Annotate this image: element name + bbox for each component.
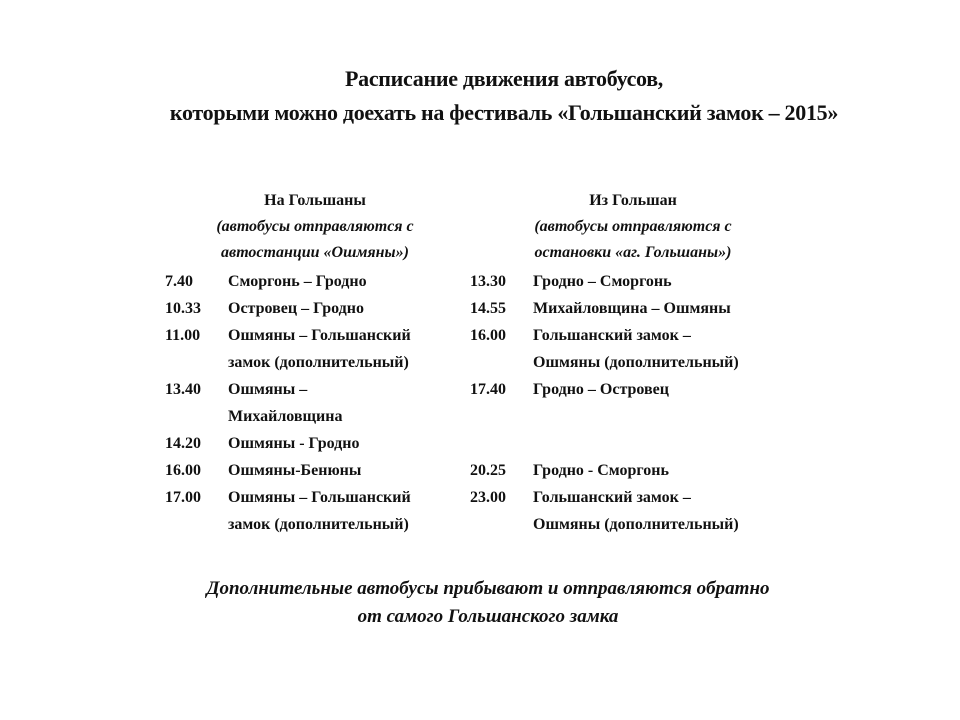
departure-time: 17.00 [165,489,201,506]
schedule-row [470,457,790,484]
footnote [8,575,960,631]
route-line: Гольшанский замок – [533,327,691,344]
route [533,484,790,538]
schedule-row [165,484,465,538]
to-golshany-sub-1: (автобусы отправляются с [216,218,414,235]
title-line-2: которыми можно доехать на фестиваль «Гольшанский замок – 2015» [169,100,839,125]
footnote-line-1: Дополнительные автобусы прибывают и отправляются обратно [206,578,770,599]
departure-time: 14.55 [470,300,506,317]
schedule-row [470,295,790,322]
departure-time: 10.33 [165,300,201,317]
schedule-row [470,484,790,538]
route-line: замок (дополнительный) [228,354,409,371]
route [533,430,790,457]
route-line: Островец – Гродно [228,300,364,317]
footnote-line-2: от самого Гольшанского замка [357,606,619,627]
to-golshany-sub-2: автостанции «Ошмяны») [221,244,409,261]
departure-time: 7.40 [165,273,193,290]
route-line: Гольшанский замок – [533,489,691,506]
departure-time: 23.00 [470,489,506,506]
route [228,457,465,484]
schedule-row [470,268,790,295]
departure-time: 11.00 [165,327,201,344]
route-line: Гродно – Островец [533,381,669,398]
from-golshany-sub-2: остановки «аг. Гольшаны») [534,244,732,261]
from-golshany-sub-1: (автобусы отправляются с [534,218,732,235]
route-line: Ошмяны - Гродно [228,435,360,452]
schedule-row [470,376,790,430]
route-line: Сморгонь – Гродно [228,273,367,290]
route-line: Михайловщина [228,408,343,425]
route [228,430,465,457]
from-golshany-heading: Из Гольшан [589,192,677,209]
schedule-row [470,430,790,457]
route-line: Ошмяны (дополнительный) [533,516,739,533]
route-line: замок (дополнительный) [228,516,409,533]
route [228,376,465,430]
to-golshany-schedule [165,268,465,538]
route [533,376,790,430]
schedule-row [165,295,465,322]
to-golshany-heading: На Гольшаны [264,192,366,209]
departure-time: 16.00 [165,462,201,479]
route [228,295,465,322]
departure-time: 13.30 [470,273,506,290]
schedule-row [165,430,465,457]
route-line: Михайловщина – Ошмяны [533,300,731,317]
schedule-row [165,457,465,484]
route-line: Ошмяны (дополнительный) [533,354,739,371]
route-line: Ошмяны – Гольшанский [228,327,411,344]
route-line: Гродно - Сморгонь [533,462,669,479]
departure-time: 17.40 [470,381,506,398]
schedule-row [470,322,790,376]
route-line: Ошмяны – Гольшанский [228,489,411,506]
route [228,268,465,295]
route [533,457,790,484]
schedule-row [165,268,465,295]
route-line [533,430,790,457]
route-line: Ошмяны – [228,381,308,398]
route [533,295,790,322]
departure-time: 14.20 [165,435,201,452]
route [228,322,465,376]
route-line: Ошмяны-Бенюны [228,462,362,479]
departure-time: 16.00 [470,327,506,344]
schedule-row [165,376,465,430]
route [533,268,790,295]
from-golshany-schedule [470,268,790,538]
departure-time [470,430,533,457]
to-golshany-header [190,188,440,266]
route [228,484,465,538]
departure-time: 20.25 [470,462,506,479]
route-line [533,403,790,430]
from-golshany-header [498,188,768,266]
route-line: Гродно – Сморгонь [533,273,672,290]
departure-time: 13.40 [165,381,201,398]
title-line-1: Расписание движения автобусов, [344,66,663,91]
route [533,322,790,376]
schedule-row [165,322,465,376]
